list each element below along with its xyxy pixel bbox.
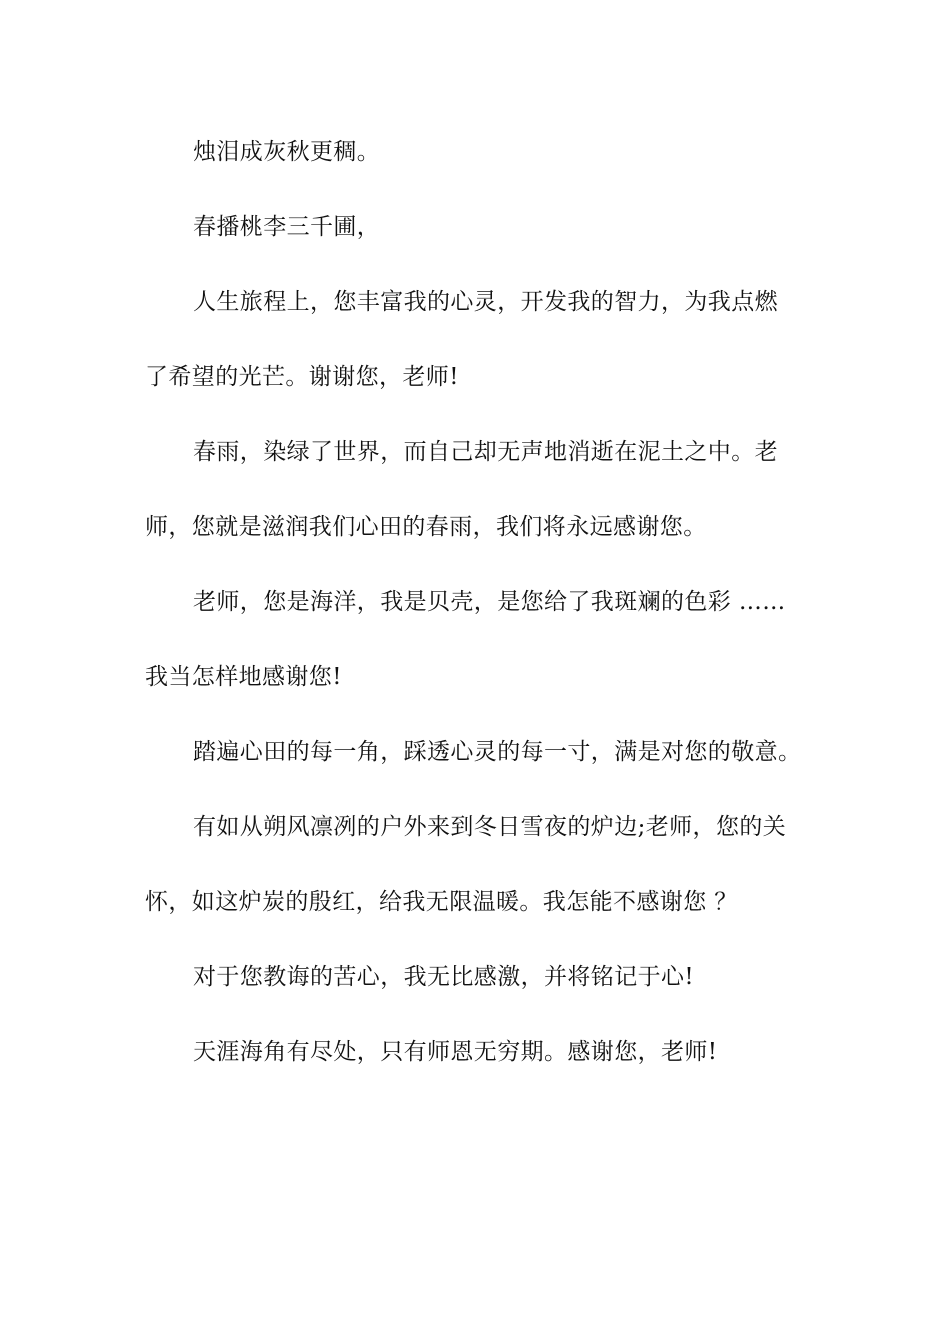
text-line: 烛泪成灰秋更稠。 — [193, 139, 381, 165]
text-line: 师，您就是滋润我们心田的春雨，我们将永远感谢您。 — [145, 514, 707, 540]
text-line: 春雨，染绿了世界，而自己却无声地消逝在泥土之中。老 — [193, 439, 778, 465]
text-line: 了希望的光芒。谢谢您，老师! — [145, 364, 459, 390]
text-line: 对于您教诲的苦心，我无比感激，并将铭记于心! — [193, 964, 695, 990]
text-line: 天涯海角有尽处，只有师恩无穷期。感谢您，老师! — [193, 1039, 718, 1065]
text-line: 有如从朔风凛冽的户外来到冬日雪夜的炉边;老师，您的关 — [193, 814, 787, 840]
text-line: 人生旅程上，您丰富我的心灵，开发我的智力，为我点燃 — [193, 289, 778, 315]
text-line: 春播桃李三千圃， — [193, 214, 381, 240]
text-line: 怀，如这炉炭的殷红，给我无限温暖。我怎能不感谢您 ？ — [145, 889, 738, 915]
text-line: 踏遍心田的每一角，踩透心灵的每一寸，满是对您的敬意。 — [193, 739, 802, 765]
text-line: 我当怎样地感谢您! — [145, 664, 342, 690]
text-line: 老师，您是海洋，我是贝壳，是您给了我斑斓的色彩 …… — [193, 589, 786, 615]
